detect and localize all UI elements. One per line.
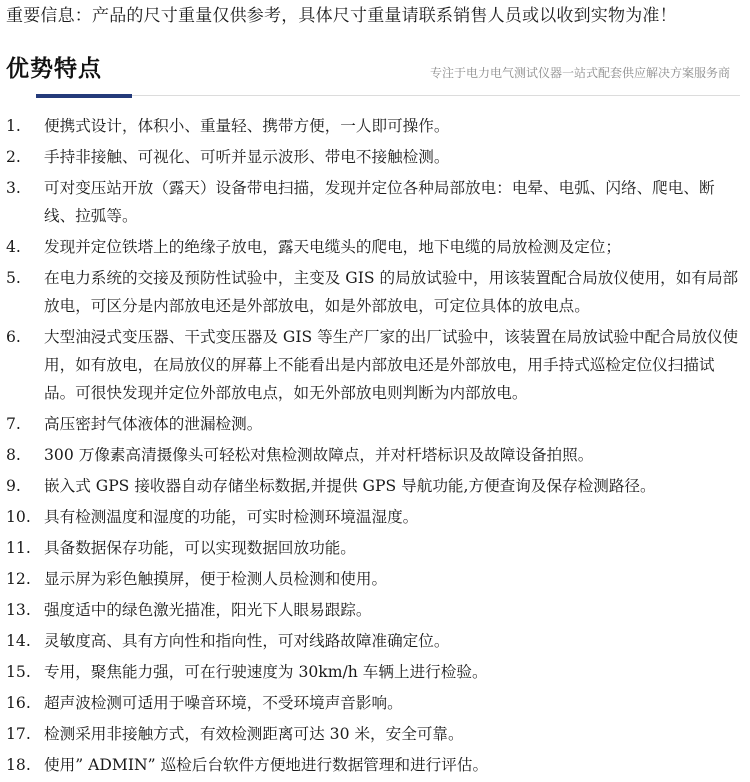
feature-item [0, 112, 750, 140]
feature-item [0, 751, 750, 779]
feature-number: 12. [6, 570, 31, 588]
feature-item [0, 441, 750, 469]
feature-item [0, 233, 750, 261]
feature-item [0, 596, 750, 624]
feature-number: 9. [6, 477, 21, 495]
notice-text: 重要信息：产品的尺寸重量仅供参考，具体尺寸重量请联系销售人员或以收到实物为准！ [6, 6, 677, 26]
feature-text: 手持非接触、可视化、可听并显示波形、带电不接触检测。 [44, 148, 450, 166]
feature-number: 2. [6, 148, 21, 166]
feature-text: 具有检测温度和湿度的功能，可实时检测环境温湿度。 [44, 508, 419, 526]
feature-item [0, 658, 750, 686]
header-accent-bar [36, 94, 132, 98]
header-divider [70, 95, 740, 96]
feature-text: 在电力系统的交接及预防性试验中，主变及 GIS 的局放试验中，用该装置配合局放仪使用，如有局部放电，可区分是内部放电还是外部放电，如是外部放电，可定位具体的放电点。 [44, 269, 739, 315]
section-subtitle: 专注于电力电气测试仪器一站式配套供应解决方案服务商 [429, 66, 730, 80]
feature-number: 18. [6, 756, 31, 774]
feature-text: 300 万像素高清摄像头可轻松对焦检测故障点，并对杆塔标识及故障设备拍照。 [44, 446, 594, 464]
feature-text: 发现并定位铁塔上的绝缘子放电，露天电缆头的爬电，地下电缆的局放检测及定位； [44, 238, 621, 256]
feature-item [0, 503, 750, 531]
feature-text: 可对变压站开放（露天）设备带电扫描，发现并定位各种局部放电：电晕、电弧、闪络、爬电、断线、拉弧等。 [44, 179, 715, 225]
feature-text: 高压密封气体液体的泄漏检测。 [44, 415, 263, 433]
feature-number: 15. [6, 663, 31, 681]
feature-number: 13. [6, 601, 31, 619]
feature-item [0, 720, 750, 748]
feature-number: 10. [6, 508, 31, 526]
feature-number: 7. [6, 415, 21, 433]
feature-text: 大型油浸式变压器、干式变压器及 GIS 等生产厂家的出厂试验中，该装置在局放试验中配合局放仪使用，如有放电，在局放仪的屏幕上不能看出是内部放电还是外部放电，用手持式巡检定位仪扫描试品。可很快发现并定位外部放电点，如无外部放电则判断为内部放电。 [44, 328, 739, 402]
feature-item [0, 174, 750, 230]
feature-text: 显示屏为彩色触摸屏，便于检测人员检测和使用。 [44, 570, 388, 588]
feature-number: 6. [6, 328, 21, 346]
feature-item [0, 534, 750, 562]
section-title: 优势特点 [6, 56, 102, 82]
feature-item [0, 472, 750, 500]
feature-number: 16. [6, 694, 31, 712]
feature-number: 5. [6, 269, 21, 287]
feature-text: 具备数据保存功能，可以实现数据回放功能。 [44, 539, 356, 557]
feature-list [0, 112, 750, 782]
feature-item [0, 410, 750, 438]
feature-number: 8. [6, 446, 21, 464]
feature-text: 嵌入式 GPS 接收器自动存储坐标数据,并提供 GPS 导航功能,方便查询及保存检测路径。 [44, 477, 656, 495]
feature-item [0, 627, 750, 655]
feature-number: 17. [6, 725, 31, 743]
feature-text: 使用” ADMIN” 巡检后台软件方便地进行数据管理和进行评估。 [44, 756, 489, 774]
feature-item [0, 689, 750, 717]
section-header [0, 50, 750, 102]
feature-text: 灵敏度高、具有方向性和指向性，可对线路故障准确定位。 [44, 632, 450, 650]
feature-number: 4. [6, 238, 21, 256]
feature-text: 检测采用非接触方式，有效检测距离可达 30 米，安全可靠。 [44, 725, 464, 743]
feature-text: 专用，聚焦能力强，可在行驶速度为 30km/h 车辆上进行检验。 [44, 663, 488, 681]
feature-item [0, 143, 750, 171]
feature-item [0, 323, 750, 407]
feature-item [0, 565, 750, 593]
feature-text: 超声波检测可适用于噪音环境，不受环境声音影响。 [44, 694, 403, 712]
feature-text: 便携式设计，体积小、重量轻、携带方便，一人即可操作。 [44, 117, 450, 135]
feature-text: 强度适中的绿色激光描准，阳光下人眼易跟踪。 [44, 601, 372, 619]
feature-item [0, 264, 750, 320]
feature-number: 14. [6, 632, 31, 650]
feature-number: 3. [6, 179, 21, 197]
feature-number: 1. [6, 117, 21, 135]
feature-number: 11. [6, 539, 31, 557]
